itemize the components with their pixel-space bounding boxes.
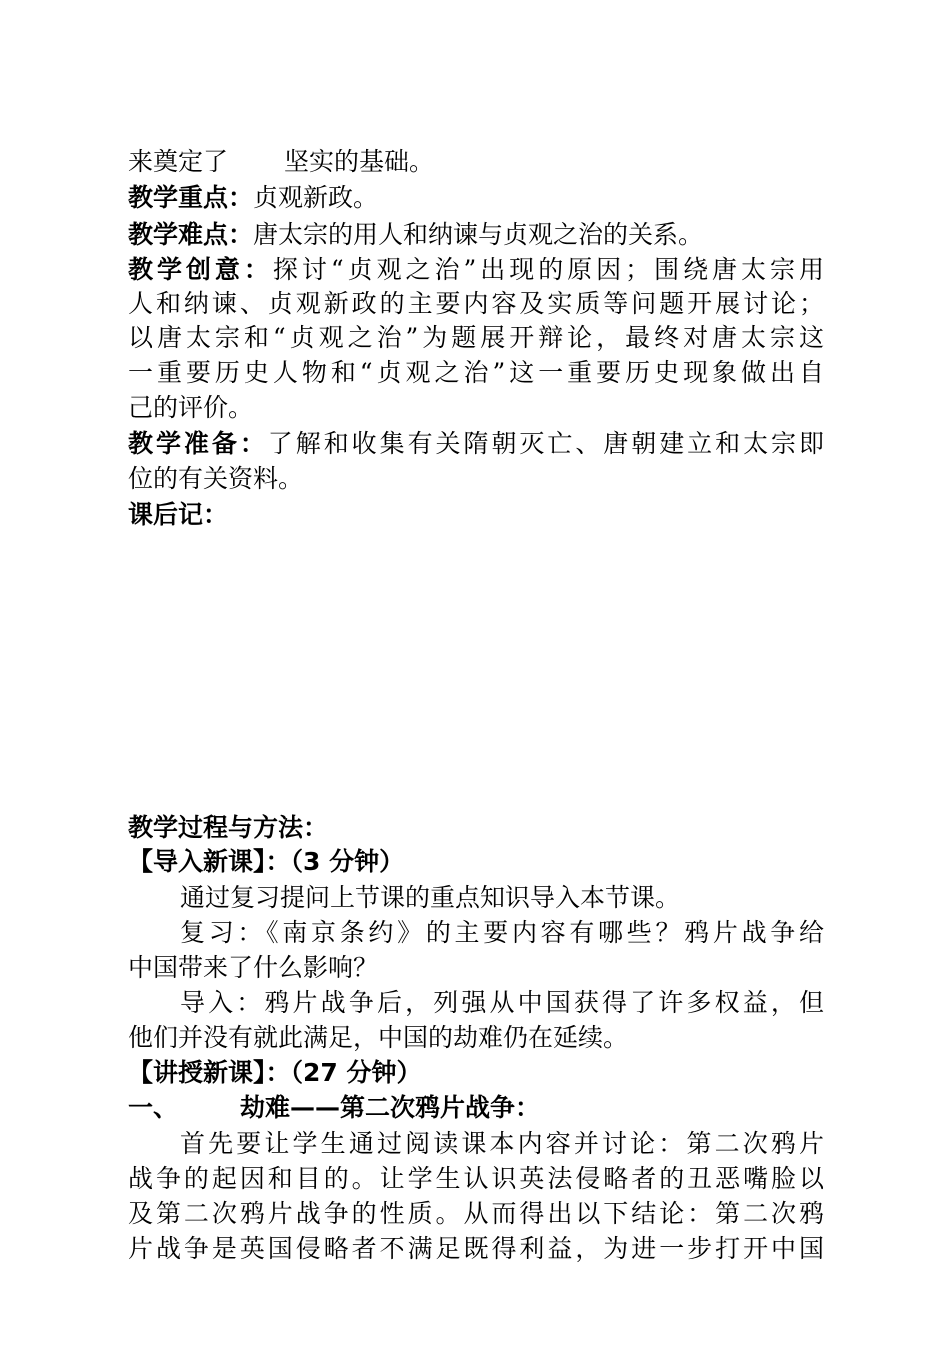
section-number: 一、 (128, 1093, 179, 1122)
teaching-creative-line: 一重要历史人物和“贞观之治”这一重要历史现象做出自 (128, 358, 824, 387)
lead-paragraph: 导入：鸦片战争后，列强从中国获得了许多权益，但 (180, 988, 824, 1017)
teaching-creative-label: 教学创意： (128, 255, 273, 284)
teaching-prep-line: 位的有关资料。 (128, 464, 304, 493)
intro-paragraph: 通过复习提问上节课的重点知识导入本节课。 (180, 883, 681, 912)
teaching-creative: 教学创意：探讨“贞观之治”出现的原因；围绕唐太宗用 (128, 255, 824, 284)
after-class-notes-label: 课后记： (128, 500, 229, 529)
body-paragraph-line: 战争的起因和目的。让学生认识英法侵略者的丑恶嘴脸以 (128, 1164, 824, 1193)
section-title: 劫难——第二次鸦片战争： (240, 1093, 541, 1122)
teaching-difficulty: 教学难点：唐太宗的用人和纳谏与贞观之治的关系。 (128, 220, 704, 249)
teaching-prep-label: 教学准备： (128, 429, 268, 458)
teaching-creative-line: 以唐太宗和“贞观之治”为题展开辩论，最终对唐太宗这 (128, 323, 824, 352)
review-paragraph-line: 中国带来了什么影响？ (128, 953, 379, 982)
paragraph-foundation: 来奠定了 坚实的基础。 (128, 147, 435, 176)
teaching-difficulty-label: 教学难点： (128, 220, 254, 249)
body-paragraph-line: 片战争是英国侵略者不满足既得利益，为进一步打开中国 (128, 1234, 824, 1263)
teaching-focus: 教学重点：贞观新政。 (128, 183, 379, 212)
lead-paragraph-line: 他们并没有就此满足，中国的劫难仍在延续。 (128, 1023, 629, 1052)
lecture-heading: 【讲授新课】：（27 分钟） (128, 1058, 422, 1087)
teaching-prep: 教学准备：了解和收集有关隋朝灭亡、唐朝建立和太宗即 (128, 429, 824, 458)
teaching-creative-line: 己的评价。 (128, 393, 254, 422)
process-title: 教学过程与方法： (128, 813, 329, 842)
review-paragraph: 复习：《南京条约》的主要内容有哪些？鸦片战争给 (180, 918, 824, 947)
body-paragraph: 首先要让学生通过阅读课本内容并讨论：第二次鸦片 (180, 1129, 824, 1158)
body-paragraph-line: 及第二次鸦片战争的性质。从而得出以下结论：第二次鸦 (128, 1199, 824, 1228)
section-heading (128, 1091, 824, 1125)
teaching-focus-label: 教学重点： (128, 183, 254, 212)
teaching-creative-line: 人和纳谏、贞观新政的主要内容及实质等问题开展讨论； (128, 289, 824, 318)
intro-heading: 【导入新课】：（3 分钟） (128, 847, 405, 876)
